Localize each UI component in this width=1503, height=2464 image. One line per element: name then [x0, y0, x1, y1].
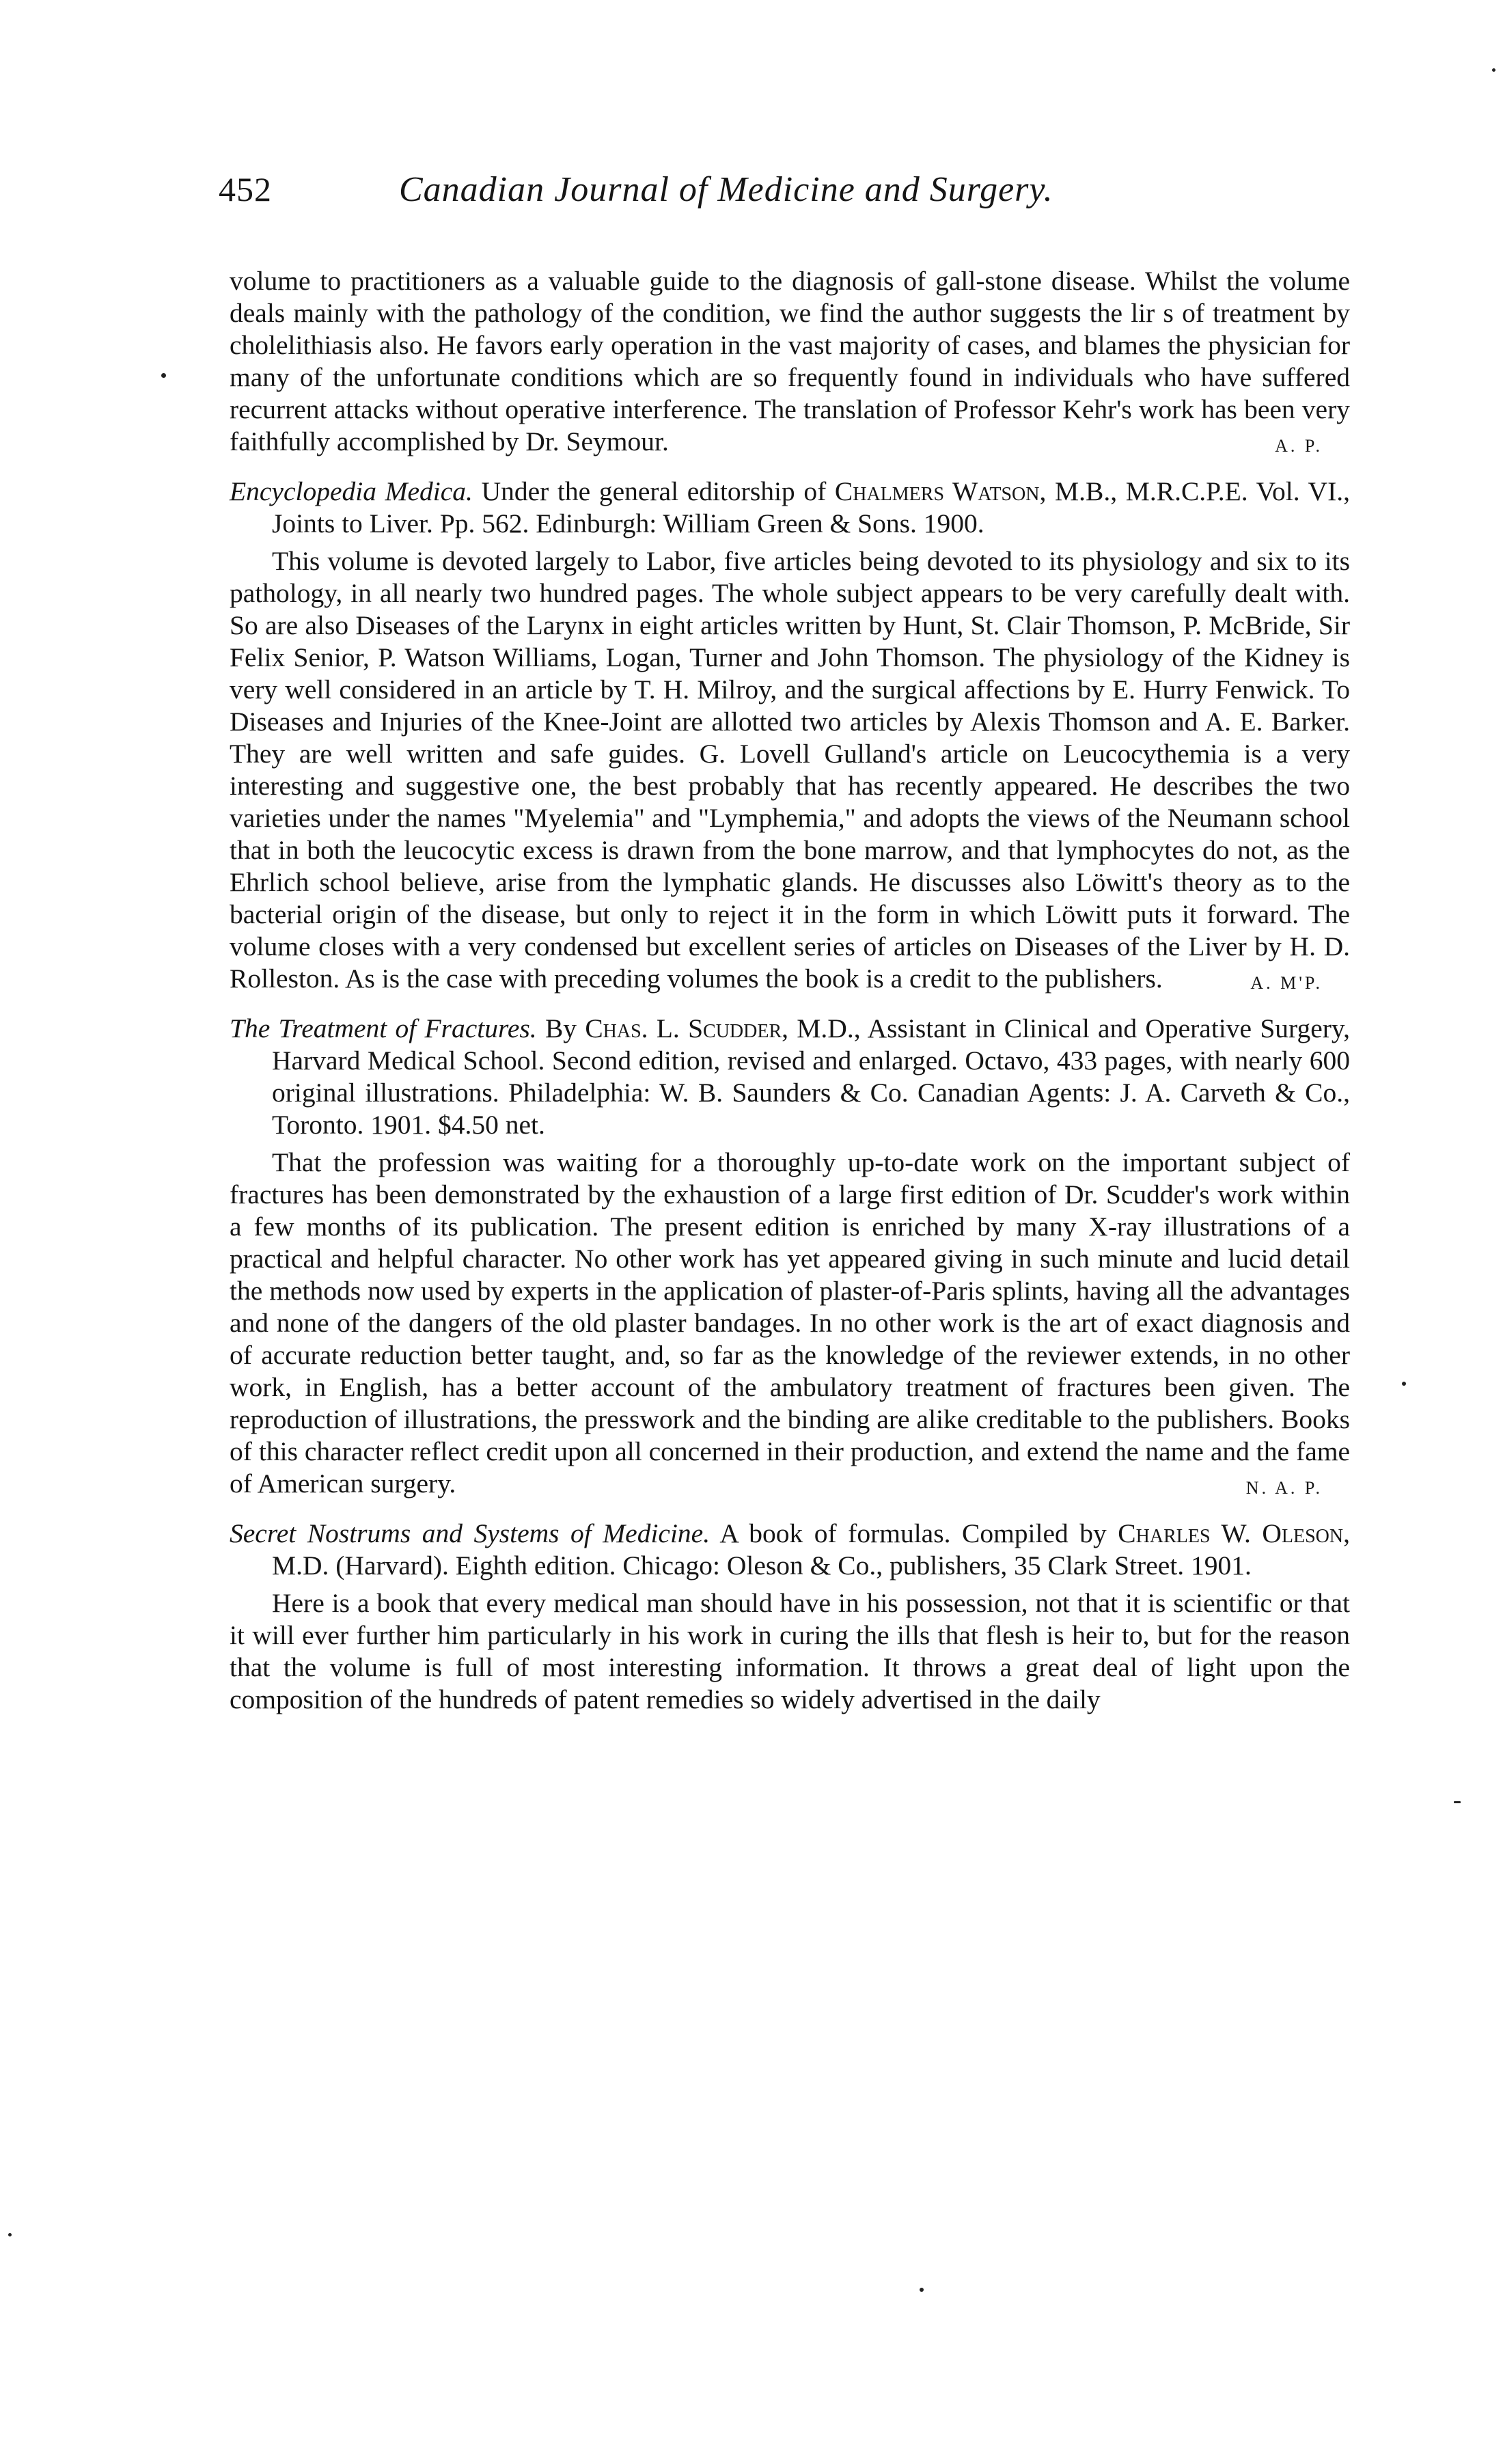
running-head: Canadian Journal of Medicine and Surgery. [399, 170, 1053, 209]
page-body [230, 265, 1350, 1716]
review-secret-nostrums [230, 1518, 1350, 1716]
review-paragraph: Here is a book that every medical man should have in his possession, not that it is scientific or that it will ever further him particularly in his work in curing the ills that flesh is heir to, but for the reason that the volume is full of most interesting information. It throws a great deal of light upon the composition of the hundreds of patent remedies so widely advertised in the daily [230, 1588, 1350, 1714]
reviewer-initials: N. A. P. [1245, 1478, 1323, 1498]
review-treatment-of-fractures [230, 1013, 1350, 1500]
page-number: 452 [219, 170, 272, 208]
book-citation: Encyclopedia Medica. Under the general editorship of Chalmers Watson, M.B., M.R.C.P.E. Vol. VI., Joints to Liver. Pp. 562. Edinburgh: William Green & Sons. 1900. [230, 476, 1350, 538]
reviewer-initials: A. M'P. [1250, 973, 1323, 993]
book-title: Encyclopedia Medica. [230, 476, 473, 506]
author-name: Chas. L. Scudder [585, 1013, 782, 1043]
scan-speck [161, 373, 166, 378]
review-paragraph: volume to practitioners as a valuable guide to the diagnosis of gall-stone disease. Whilst the volume deals mainly with the pathology of the condition, we find the author suggests the lir s of treatment by cholelithiasis also. He favors early operation in the vast majority of cases, and blames the physician for many of the unfortunate conditions which are so frequently found in individuals who have suffered recurrent attacks without operative interference. The translation of Professor Kehr's work has been very faithfully accomplished by Dr. Seymour. A. P. [230, 265, 1350, 458]
scan-speck [8, 2233, 12, 2236]
book-title: Secret Nostrums and Systems of Medicine. [230, 1518, 711, 1548]
reviewer-initials: A. P. [1275, 436, 1323, 456]
review-continuation [230, 265, 1350, 458]
review-paragraph: That the profession was waiting for a thoroughly up-to-date work on the important subject of fractures has been demonstrated by the exhaustion of a large first edition of Dr. Scudder's work within a few months of its publication. The present edition is enriched by many X-ray illustrations of a practical and helpful character. No other work has yet appeared giving in such minute and lucid detail the methods now used by experts in the application of plaster-of-Paris splints, having all the advantages and none of the dangers of the old plaster bandages. In no other work is the art of exact diagnosis and of accurate reduction better taught, and, so far as the knowledge of the reviewer extends, in no other work, in English, has a better account of the ambulatory treatment of fractures been given. The reproduction of illustrations, the presswork and the binding are alike creditable to the publishers. Books of this character reflect credit upon all concerned in their production, and extend the name and the fame of American surgery. N. A. P. [230, 1147, 1350, 1500]
scan-speck [1492, 68, 1495, 72]
book-citation: Secret Nostrums and Systems of Medicine. A book of formulas. Compiled by Charles W. Oleson, M.D. (Harvard). Eighth edition. Chicago: Oleson & Co., publishers, 35 Clark Street. 1901. [230, 1518, 1350, 1580]
page-header [219, 169, 1353, 231]
author-name: Charles W. Oleson [1118, 1518, 1344, 1548]
scan-speck [1402, 1382, 1406, 1386]
book-citation: The Treatment of Fractures. By Chas. L. Scudder, M.D., Assistant in Clinical and Operative Surgery, Harvard Medical School. Second edition, revised and enlarged. Octavo, 433 pages, with nearly 600 original illustrations. Philadelphia: W. B. Saunders & Co. Canadian Agents: J. A. Carveth & Co., Toronto. 1901. $4.50 net. [230, 1013, 1350, 1140]
scan-speck [920, 2288, 924, 2292]
author-name: Chalmers Watson [834, 476, 1040, 506]
book-title: The Treatment of Fractures. [230, 1013, 537, 1043]
scan-speck [1454, 1801, 1461, 1803]
review-paragraph: This volume is devoted largely to Labor, five articles being devoted to its physiology and six to its pathology, in all nearly two hundred pages. The whole subject appears to be very carefully dealt with. So are also Diseases of the Larynx in eight articles written by Hunt, St. Clair Thomson, P. McBride, Sir Felix Senior, P. Watson Williams, Logan, Turner and John Thomson. The physiology of the Kidney is very well considered in an article by T. H. Milroy, and the surgical affections by E. Hurry Fenwick. To Diseases and Injuries of the Knee-Joint are allotted two articles by Alexis Thomson and A. E. Barker. They are well written and safe guides. G. Lovell Gulland's article on Leucocythemia is a very interesting and suggestive one, the best probably that has recently appeared. He describes the two varieties under the names "Myelemia" and "Lymphemia," and adopts the views of the Neumann school that in both the leucocytic excess is drawn from the bone marrow, and that lymphocytes do not, as the Ehrlich school believe, arise from the lymphatic glands. He discusses also Löwitt's theory as to the bacterial origin of the disease, but only to reject it in the form in which Löwitt puts it forward. The volume closes with a very condensed but excellent series of articles on Diseases of the Liver by H. D. Rolleston. As is the case with preceding volumes the book is a credit to the publishers. A. M'P. [230, 545, 1350, 995]
review-encyclopedia-medica [230, 476, 1350, 995]
